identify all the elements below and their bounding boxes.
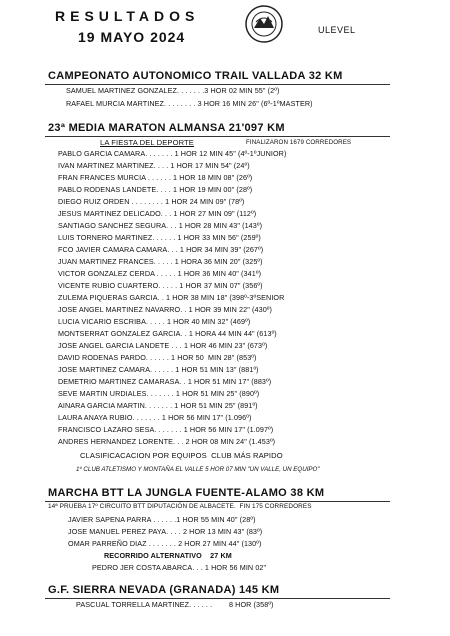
result-row: JOSE ANGEL MARTINEZ NAVARRO. . 1 HOR 39 MIN 22" (430º) [58,305,273,314]
result-row: LAURA ANAYA RUBIO. . . . . . . 1 HOR 56 MIN 17" (1.096º) [58,413,252,422]
result-row: AINARA GARCIA MARTIN. . . . . . . 1 HOR 51 MIN 25" (891º) [58,401,258,410]
result-row: JAVIER SAPENA PARRA . . . . . .1 HOR 55 MIN 40" (28º) [68,515,256,524]
result-row: DIEGO RUIZ ORDEN . . . . . . . . 1 HOR 24 MIN 09" (78º) [58,197,245,206]
result-row: JESUS MARTINEZ DELICADO. . . 1 HOR 27 MIN 09" (112º) [58,209,257,218]
event-date: 19 MAYO 2024 [78,29,186,45]
result-row: OMAR PARREÑO DIAZ . . . . . . . 2 HOR 27 MIN 44" (130º) [68,539,262,548]
section-title: CAMPEONATO AUTONOMICO TRAIL VALLADA 32 KM [48,70,343,82]
section-title: 23ª MEDIA MARATON ALMANSA 21'097 KM [48,122,285,134]
page-title: RESULTADOS [55,8,200,24]
finishers-count: FINALIZARON 1679 CORREDORES [246,139,352,146]
section-divider [45,84,390,85]
result-row: PASCUAL TORRELLA MARTINEZ. . . . . . 8 HOR (358º) [76,600,274,609]
result-row: JOSE MARTINEZ CAMARA. . . . . . 1 HOR 51 MIN 13" (881º) [58,365,259,374]
result-row: PABLO RODENAS LANDETE. . . . 1 HOR 19 MIN 00" (28º) [58,185,253,194]
team-classification-result: 1º CLUB ATLETISMO Y MONTAÑA EL VALLE 5 HOR 07 MIN "UN VALLE, UN EQUIPO" [76,466,320,473]
section-title: MARCHA BTT LA JUNGLA FUENTE-ALAMO 38 KM [48,487,325,499]
result-row: FRANCISCO LAZARO SESA. . . . . . . 1 HOR 56 MIN 17" (1.097º) [58,425,274,434]
section-subtitle: 14ª PRUEBA 17º CIRCUITO BTT DIPUTACIÓN DE ALBACETE. FIN 175 CORREDORES [48,503,312,510]
result-row: JOSE ANGEL GARCIA LANDETE . . . 1 HOR 46 MIN 23" (673º) [58,341,268,350]
club-logo [242,4,286,44]
result-row: RAFAEL MURCIA MARTINEZ. . . . . . . . 3 HOR 16 MIN 26" (6º-1ºMASTER) [66,99,313,108]
team-classification-title: CLASIFICACACION POR EQUIPOS CLUB MÁS RAPIDO [80,451,283,460]
club-tag: ULEVEL [318,25,356,35]
result-row: ZULEMA PIQUERAS GARCIA. . 1 HOR 38 MIN 18" (398º-3ºSENIOR [58,293,285,302]
result-row: SAMUEL MARTINEZ GONZALEZ. . . . . . .3 HOR 02 MIN 55" (2º) [66,86,280,95]
section-divider [45,136,390,137]
result-row: DAVID RODENAS PARDO. . . . . . 1 HOR 50 MIN 28" (853º) [58,353,257,362]
result-row: FCO JAVIER CAMARA CAMARA. . . 1 HOR 34 MIN 39" (267º) [58,245,264,254]
section-divider [45,598,390,599]
result-row: PEDRO JER COSTA ABARCA. . . 1 HOR 56 MIN 02" [92,563,267,572]
result-row: ANDRES HERNANDEZ LORENTE. . . 2 HOR 08 MIN 24" (1.453º) [58,437,276,446]
result-row: MONTSERRAT GONZALEZ GARCIA. . 1 HORA 44 MIN 44" (613º) [58,329,277,338]
section-subtitle: LA FIESTA DEL DEPORTE [100,138,194,147]
alternative-route-title: RECORRIDO ALTERNATIVO 27 KM [104,551,232,560]
result-row: PABLO GARCIA CAMARA. . . . . . . 1 HOR 12 MIN 45" (4º-1ºJUNIOR) [58,149,287,158]
section-divider [45,501,390,502]
result-row: IVAN MARTINEZ MARTINEZ. . . . 1 HOR 17 MIN 54" (24º) [58,161,250,170]
result-row: SEVE MARTIN URDIALES. . . . . . . 1 HOR 51 MIN 25" (890º) [58,389,260,398]
result-row: LUCIA VICARIO ESCRIBA. . . . . 1 HOR 40 MIN 32" (469º) [58,317,251,326]
result-row: DEMETRIO MARTINEZ CAMARASA. . 1 HOR 51 MIN 17" (883º) [58,377,272,386]
result-row: VICTOR GONZALEZ CERDA . . . . . 1 HOR 36 MIN 40" (341º) [58,269,262,278]
result-row: SANTIAGO SANCHEZ SEGURA. . . 1 HOR 28 MIN 43" (143º) [58,221,263,230]
result-row: JOSE MANUEL PEREZ PAYA. . . . 2 HOR 13 MIN 43" (83º) [68,527,263,536]
result-row: JUAN MARTINEZ FRANCES. . . . . 1 HORA 36 MIN 20" (325º) [58,257,263,266]
result-row: LUIS TORNERO MARTINEZ. . . . . . 1 HOR 33 MIN 56" (259º) [58,233,261,242]
result-row: FRAN FRANCES MURCIA . . . . . . 1 HOR 18 MIN 08" (26º) [58,173,253,182]
result-row: VICENTE RUBIO CUARTERO. . . . . 1 HOR 37 MIN 07" (356º) [58,281,263,290]
section-title: G.F. SIERRA NEVADA (GRANADA) 145 KM [48,584,280,596]
